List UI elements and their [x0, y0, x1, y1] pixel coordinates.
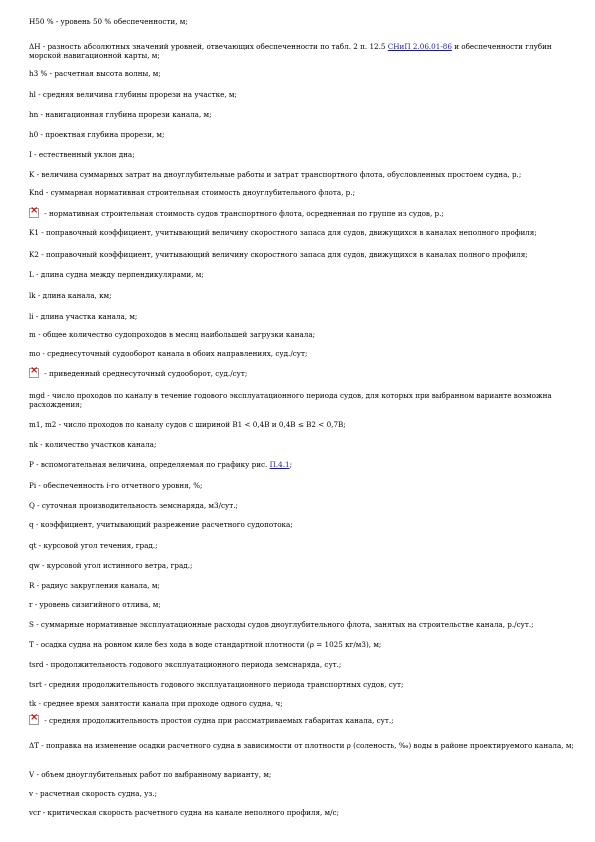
reference-link[interactable]: П.4.1 [269, 460, 290, 469]
entry-text: tsrd - продолжительность годового эксплуатационного периода земснаряда, сут.; [29, 660, 342, 669]
symbol-entry [29, 17, 575, 26]
entry-text: I - естественный уклон дна; [29, 150, 135, 159]
broken-image-icon [29, 208, 39, 218]
symbol-entry [29, 349, 575, 358]
entry-text: - приведенный среднесуточный судооборот, суд./сут; [42, 369, 248, 378]
entry-text: V - объем дноуглубительных работ по выбранному варианту, м; [29, 770, 272, 779]
entry-text: vcr - критическая скорость расчетного судна на канале неполного профиля, м/с; [29, 808, 340, 817]
symbol-entry [29, 699, 575, 708]
entry-text: li - длина участка канала, м; [29, 312, 138, 321]
symbol-entry [29, 561, 575, 570]
symbol-entry [29, 90, 575, 99]
symbol-entry [29, 188, 575, 197]
symbol-entry [29, 789, 575, 798]
symbol-entry [29, 640, 575, 649]
entry-text-tail: ; [289, 460, 293, 469]
symbol-entry [29, 620, 575, 629]
entry-text: hl - средняя величина глубины прорези на участке, м; [29, 90, 237, 99]
entry-text: hn - навигационная глубина прорези канала, м; [29, 110, 212, 119]
symbol-entry [29, 368, 575, 378]
symbol-entry [29, 680, 575, 689]
entry-text: tsrt - средняя продолжительность годового эксплуатационного периода транспортных судов, сут; [29, 680, 404, 689]
entry-text: mo - среднесуточный судооборот канала в обоих направлениях, суд./сут; [29, 349, 308, 358]
entry-text: Knd - суммарная нормативная строительная стоимость дноуглубительного флота, р.; [29, 188, 355, 197]
entry-text: m - общее количество судопроходов в месяц наибольшей загрузки канала; [29, 330, 316, 339]
entry-text: tk - среднее время занятости канала при проходе одного судна, ч; [29, 699, 283, 708]
entry-text: r - уровень сизигийного отлива, м; [29, 600, 161, 609]
entry-text: Pi - обеспеченность i-го отчетного уровня, %; [29, 481, 203, 490]
symbol-entry [29, 770, 575, 779]
symbol-entry [29, 581, 575, 590]
entry-text: K1 - поправочный коэффициент, учитывающий величину скоростного запаса для судов, движущихся в каналах неполного профиля; [29, 228, 537, 237]
entry-text: Q - суточная производительность земснаряда, м3/сут.; [29, 501, 238, 510]
symbol-entry [29, 440, 575, 449]
symbol-entry [29, 110, 575, 119]
symbol-entry [29, 312, 575, 321]
entry-text: v - расчетная скорость судна, уз.; [29, 789, 157, 798]
symbol-entry [29, 391, 575, 410]
symbol-entry [29, 520, 575, 529]
entry-text: qw - курсовой угол истинного ветра, град.; [29, 561, 193, 570]
entry-text: H50 % - уровень 50 % обеспеченности, м; [29, 17, 188, 26]
symbol-entry [29, 69, 575, 78]
entry-text: q - коэффициент, учитывающий разрежение расчетного судопотока; [29, 520, 293, 529]
entry-text: mgd - число проходов по каналу в течение годового эксплуатационного периода судов, для которых при выбранном варианте возможна расхождения; [29, 391, 552, 410]
symbol-entry [29, 715, 575, 725]
symbol-entry [29, 208, 575, 218]
entry-text: R - радиус закругления канала, м; [29, 581, 160, 590]
symbol-entry [29, 481, 575, 490]
symbol-entry [29, 42, 575, 61]
reference-link[interactable]: СНиП 2.06.01-86 [387, 42, 452, 51]
entry-text-tail: и обеспеченности глубин морской навигационной карты, м; [29, 42, 552, 61]
symbol-entry [29, 541, 575, 550]
entry-text: P - вспомогательная величина, определяемая по графику рис. [29, 460, 270, 469]
symbol-entry [29, 228, 575, 237]
entry-text: ΔH - разность абсолютных значений уровней, отвечающих обеспеченности по табл. 2 п. 12.5 [29, 42, 388, 51]
entry-text: - нормативная строительная стоимость судов транспортного флота, осредненная по группе из судов, р.; [42, 209, 444, 218]
entry-text: h0 - проектная глубина прорези, м; [29, 130, 165, 139]
symbol-entry [29, 150, 575, 159]
symbol-entry [29, 291, 575, 300]
symbol-entry [29, 170, 575, 179]
symbol-entry [29, 420, 575, 429]
entry-text: qt - курсовой угол течения, град.; [29, 541, 158, 550]
entry-text: ΔT - поправка на изменение осадки расчетного судна в зависимости от плотности ρ (соленость, ‰) воды в районе проектируемого канала, м; [29, 741, 574, 750]
broken-image-icon [29, 715, 39, 725]
entry-text: nk - количество участков канала; [29, 440, 157, 449]
entry-text: K - величина суммарных затрат на дноуглубительные работы и затрат транспортного флота, обусловленных простоем судна, р.; [29, 170, 522, 179]
entry-text: K2 - поправочный коэффициент, учитывающий величину скоростного запаса для судов, движущихся в каналах полного профиля; [29, 250, 528, 259]
symbol-entry [29, 660, 575, 669]
entry-text: S - суммарные нормативные эксплуатационные расходы судов дноуглубительного флота, занятых на строительстве канала, р./сут.; [29, 620, 534, 629]
broken-image-icon [29, 368, 39, 378]
symbol-entry [29, 741, 575, 750]
entry-text: - средняя продолжительность простоя судна при рассматриваемых габаритах канала, сут.; [42, 716, 394, 725]
entry-text: lk - длина канала, км; [29, 291, 112, 300]
symbol-entry [29, 600, 575, 609]
symbol-entry [29, 270, 575, 279]
symbol-entry [29, 460, 575, 469]
symbol-entry [29, 330, 575, 339]
symbol-entry [29, 808, 575, 817]
entry-text: m1, m2 - число проходов по каналу судов с шириной B1 < 0,4B и 0,4B ≤ B2 < 0,7B; [29, 420, 346, 429]
entry-text: L - длина судна между перпендикулярами, м; [29, 270, 204, 279]
symbol-entry [29, 130, 575, 139]
entry-text: h3 % - расчетная высота волны, м; [29, 69, 161, 78]
entry-text: T - осадка судна на ровном киле без хода в воде стандартной плотности (ρ = 1025 кг/м3), м; [29, 640, 382, 649]
symbol-entry [29, 501, 575, 510]
symbol-entry [29, 250, 575, 259]
